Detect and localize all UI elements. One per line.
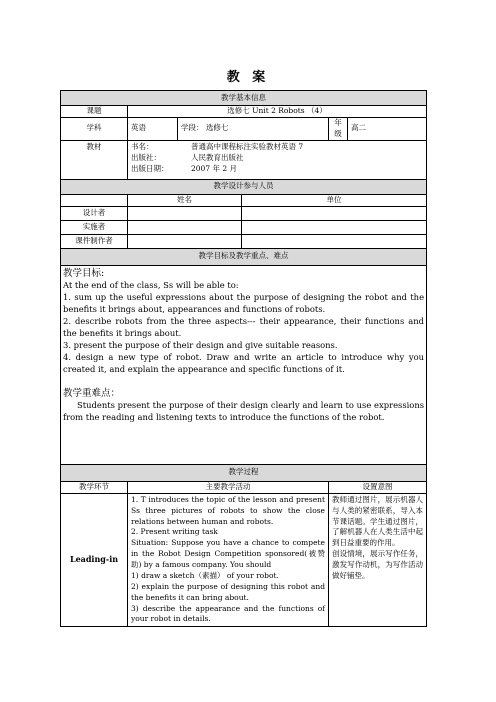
role-courseware-maker: 课件制作者 <box>61 234 128 248</box>
key-text: Students present the purpose of their design clearly and learn to use expressions from the reading and listening texts to introduce the functions of the robot. <box>63 400 425 423</box>
intent-text: 教师通过图片，展示机器人与人类的紧密联系，导入本节课话题。学生通过图片，了解机器人在人类生活中起到日益重要的作用。 <box>332 494 424 548</box>
activity-item: 1) draw a sketch（素描） of your robot. <box>131 570 279 580</box>
goal-intro: At the end of the class, Ss will be able to: <box>63 280 239 291</box>
col-activity: 主要教学活动 <box>128 481 329 493</box>
participants-header: 教学设计参与人员 <box>61 179 427 194</box>
stage-leading-in: Leading-in <box>61 493 128 627</box>
pub-date-value: 2007 年 2 月 <box>191 163 238 173</box>
stage-label: 学段： 选修七 <box>178 118 329 141</box>
grade-label: 年级 <box>329 118 348 141</box>
activity-item: Situation: Suppose you have a chance to compete in the Robot Design Competition sponsored(被赞助) by a famous company. You should <box>131 538 325 569</box>
activity-item: 2) explain the purpose of designing this robot and the benefits it can bring about. <box>131 581 325 602</box>
lesson-plan-table <box>60 90 427 627</box>
objectives-body <box>61 265 427 464</box>
activity-item: 2. Present writing task <box>131 527 218 537</box>
textbook-label: 教材 <box>61 140 128 179</box>
goal-item: 3. present the purpose of their design and give suitable reasons. <box>63 339 338 350</box>
goal-item: 4. design a new type of robot. Draw and write an article to introduce why you created it, and explain the appearance and specific functions of it. <box>63 351 425 374</box>
key-heading: 教学重难点： <box>63 387 121 399</box>
activity-item: 3) describe the appearance and the functions of your robot in details. <box>131 603 325 624</box>
role-implementer: 实施者 <box>61 220 128 234</box>
col-name: 姓名 <box>128 194 242 206</box>
topic-value: 选修七 Unit 2 Robots （4） <box>128 106 427 118</box>
publisher-value: 人民教育出版社 <box>191 152 244 162</box>
page-title: 教 案 <box>226 70 270 85</box>
goal-item: 2. describe robots from the three aspects--- their appearance, their functions and the benefits it brings about. <box>63 316 425 338</box>
textbook-details <box>128 140 427 179</box>
book-name-value: 普通高中课程标注实验教材英语 7 <box>191 141 304 151</box>
intent-text: 创设情境，展示写作任务，激发写作动机，为写作活动做好铺垫。 <box>332 549 424 580</box>
grade-value: 高二 <box>348 118 427 141</box>
activity-item: 1. T introduces the topic of the lesson and present Ss three pictures of robots to show the close relations between human and robots. <box>131 494 325 526</box>
goal-heading: 教学目标: <box>63 267 105 279</box>
objectives-header: 教学目标及教学重点、难点 <box>61 248 427 265</box>
pub-date-label: 出版日期： <box>131 163 169 173</box>
goal-item: 1. sum up the useful expressions about the purpose of designing the robot and the benefits it brings about, appearances and functions of robots. <box>63 292 425 315</box>
activity-cell <box>128 493 329 627</box>
process-header: 教学过程 <box>61 464 427 481</box>
col-unit: 单位 <box>242 194 427 206</box>
col-stage: 教学环节 <box>61 481 128 493</box>
role-designer: 设计者 <box>61 206 128 220</box>
publisher-label: 出版社： <box>131 152 161 162</box>
topic-label: 课题 <box>61 106 128 118</box>
subject-value: 英语 <box>128 118 178 141</box>
col-intent: 设置意图 <box>329 481 427 493</box>
book-name-label: 书名： <box>131 141 154 151</box>
subject-label: 学科 <box>61 118 128 141</box>
intent-cell <box>329 493 427 627</box>
basic-info-header: 教学基本信息 <box>61 91 427 106</box>
